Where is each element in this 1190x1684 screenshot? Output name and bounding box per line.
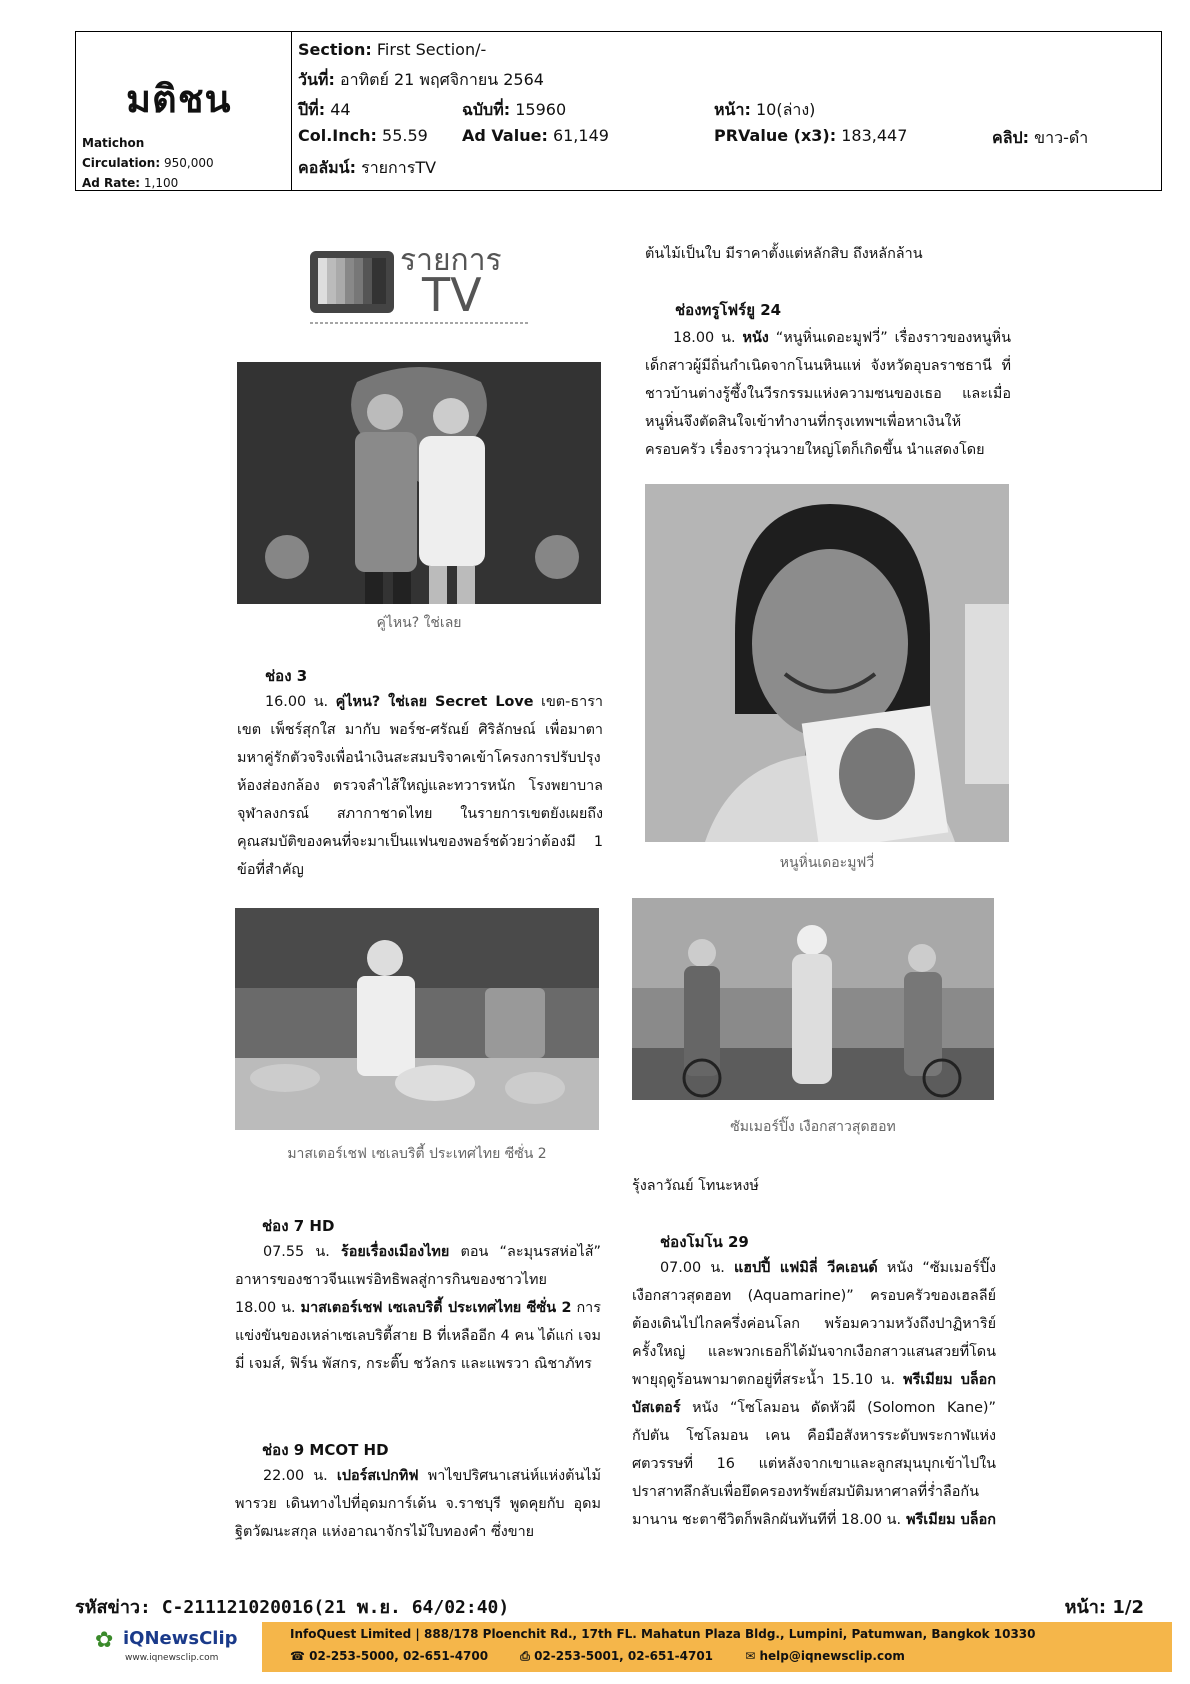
- caption-noohin: หนูหิ่นเดอะมูฟวี่: [779, 855, 875, 871]
- column-logo: [310, 245, 530, 327]
- photo-noohin: [645, 484, 1009, 842]
- byline: รุ้งลาวัณย์ โทนะหงษ์: [632, 1178, 759, 1194]
- photo-masterchef: [235, 908, 599, 1130]
- ch7-paragraph-2: 18.00 น. มาสเตอร์เชฟ เซเลบริตี้ ประเทศไทย ซีซั่น 2 การแข่งขันของเหล่าเซเลบริตี้สาย B ที่เหลืออีก 4 คน ได้แก่ เจมมี่ เจมส์, ฟิร์น พัสกร, กระติ๊บ ชวัลกร และแพรวา ณิชาภัทร: [235, 1300, 601, 1372]
- photo-aquamarine: [632, 898, 994, 1100]
- phone-icon: ☎: [290, 1649, 305, 1663]
- footer-bar: [262, 1622, 1172, 1672]
- column-logo-top: รายการ: [400, 245, 502, 278]
- issue-row: ฉบับที่: 15960: [462, 100, 567, 119]
- mono-paragraph: 07.00 น. แฮปปี้ แฟมิลี่ วีคเอนด์ หนัง “ซัมเมอร์ปิ๊ง เงือกสาวสุดฮอท (Aquamarine)” ครอบครัวของเฮลลีย์ต้องเดินไปไกลครึ่งค่อนโลก พร้อมความหวังถึงปาฏิหาริย์ครั้งใหญ่ และพวกเธอก็ได้มันจากเงือกสาวแสนสวยที่โดนพายุฤดูร้อนพามาตกอยู่ที่สระน้ำ 15.10 น. พรีเมียม บล็อกบัสเตอร์ หนัง “โซโลมอน ดัดหัวผี (Solomon Kane)” กัปตัน โซโลมอน เคน คือมือสังหารระดับพระกาฬแห่งศตวรรษที่ 16 แต่หลังจากเขาและลูกสมุนบุกเข้าไปในปราสาทลึกลับเพื่อยึดครองทรัพย์สมบัติมหาศาลที่ร่ำลือกันมานาน ชะตาชีวิตก็พลิกผันทันทีที่ 18.00 น. พรีเมียม บล็อก: [632, 1260, 997, 1528]
- header-left: [76, 32, 292, 190]
- leaf-icon: ✿: [95, 1628, 114, 1653]
- ch3-title: ช่อง 3: [265, 667, 308, 685]
- page-row: หน้า: 10(ล่าง): [714, 100, 816, 119]
- news-id: รหัสข่าว: C-211121020016(21 พ.ย. 64/02:40): [75, 1597, 510, 1618]
- photo-noohin-illustration: [645, 484, 1009, 842]
- column-logo-bottom: TV: [422, 268, 482, 322]
- caption-couple: คู่ไหน? ใช่เลย: [376, 615, 462, 631]
- mono-title: ช่องโมโน 29: [660, 1233, 749, 1251]
- ch7-paragraph-1: 07.55 น. ร้อยเรื่องเมืองไทย ตอน “ละมุนรสห่อไส้” อาหารของชาวจีนแพร่อิทธิพลสู่การกินของชาวไทย: [235, 1244, 602, 1288]
- email-icon: ✉: [745, 1649, 756, 1663]
- ad-rate: Ad Rate: 1,100: [82, 176, 179, 190]
- ch7-title: ช่อง 7 HD: [262, 1217, 335, 1235]
- footer-address: InfoQuest Limited | 888/178 Ploenchit Rd., 17th FL. Mahatun Plaza Bldg., Lumpini, Patumwan, Bangkok 10330: [290, 1627, 1036, 1641]
- photo-masterchef-illustration: [235, 908, 599, 1130]
- year-row: ปีที่: 44: [298, 100, 351, 119]
- photo-couple-show: [237, 362, 601, 604]
- section-row: Section: First Section/-: [298, 40, 487, 59]
- publication-name: Matichon: [82, 136, 145, 150]
- col2-top-line: ต้นไม้เป็นใบ มีราคาตั้งแต่หลักสิบ ถึงหลักล้าน: [645, 246, 923, 262]
- column-row: คอลัมน์: รายการTV: [298, 158, 437, 177]
- page-number: หน้า: 1/2: [1064, 1597, 1144, 1618]
- prvalue-row: PRValue (x3): 183,447: [714, 126, 908, 145]
- iqnewsclip-logo: ✿ iQNewsClip www.iqnewsclip.com: [95, 1628, 238, 1663]
- clip-row: คลิป: ขาว-ดำ: [992, 128, 1089, 147]
- publication-logo: มติชน: [126, 77, 232, 121]
- caption-aquamarine: ซัมเมอร์ปิ๊ง เงือกสาวสุดฮอท: [730, 1119, 896, 1135]
- photo-aquamarine-illustration: [632, 898, 994, 1100]
- colinch-row: Col.Inch: 55.59: [298, 126, 428, 145]
- caption-masterchef: มาสเตอร์เชฟ เซเลบริตี้ ประเทศไทย ซีซั่น 2: [287, 1146, 547, 1162]
- ch9-paragraph: 22.00 น. เปอร์สเปกทิฟ พาไขปริศนาเสน่ห์แห่งต้นไม้พารวย เดินทางไปที่อุดมการ์เด้น จ.ราชบุรี พูดคุยกับ อุดม ฐิตวัฒนะสกุล แห่งอาณาจักรไม้ใบทองคำ ซึ่งขาย: [235, 1468, 602, 1540]
- fax-icon: ⎙: [520, 1649, 530, 1663]
- advalue-row: Ad Value: 61,149: [462, 126, 609, 145]
- footer-contacts: ☎ 02-253-5000, 02-651-4700 ⎙ 02-253-5001, 02-651-4701 ✉ help@iqnewsclip.com: [290, 1649, 905, 1663]
- true24-title: ช่องทรูโฟร์ยู 24: [675, 301, 782, 319]
- true24-paragraph: 18.00 น. หนัง “หนูหิ่นเดอะมูฟวี่” เรื่องราวของหนูหิ่นเด็กสาวผู้มีถิ่นกำเนิดจากโนนหินแห่ จังหวัดอุบลราชธานี ที่ชาวบ้านต่างรู้ซึ้งในวีรกรรมแห่งความซนของเธอ และเมื่อหนูหิ่นจึงตัดสินใจเข้าทำงานที่กรุงเทพฯเพื่อหาเงินให้ครอบครัว เรื่องราววุ่นวายใหญ่โตก็เกิดขึ้น นำแสดงโดย: [645, 330, 1012, 458]
- header-box: [75, 31, 1162, 191]
- ch3-paragraph: 16.00 น. คู่ไหน? ใช่เลย Secret Love เขต-ธารา เขต เพ็ชร์สุกใส มากับ พอร์ช-ศรัณย์ ศิริลักษณ์ เพื่อมาตามหาคู่รักตัวจริงเพื่อนำเงินสะสมบริจาคเข้าโครงการปรับปรุงห้องส่องกล้อง ตรวจลำไส้ใหญ่และทวารหนัก โรงพยาบาลจุฬาลงกรณ์ สภากาชาดไทย ในรายการเขตยังเผยถึงคุณสมบัติของคนที่จะมาเป็นแฟนของพอร์ชด้วยว่าต้องมี 1 ข้อที่สำคัญ: [237, 694, 604, 878]
- photo-couple-illustration: [237, 362, 601, 604]
- date-row: วันที่: อาทิตย์ 21 พฤศจิกายน 2564: [298, 70, 544, 89]
- ch9-title: ช่อง 9 MCOT HD: [262, 1441, 389, 1459]
- circulation: Circulation: 950,000: [82, 156, 214, 170]
